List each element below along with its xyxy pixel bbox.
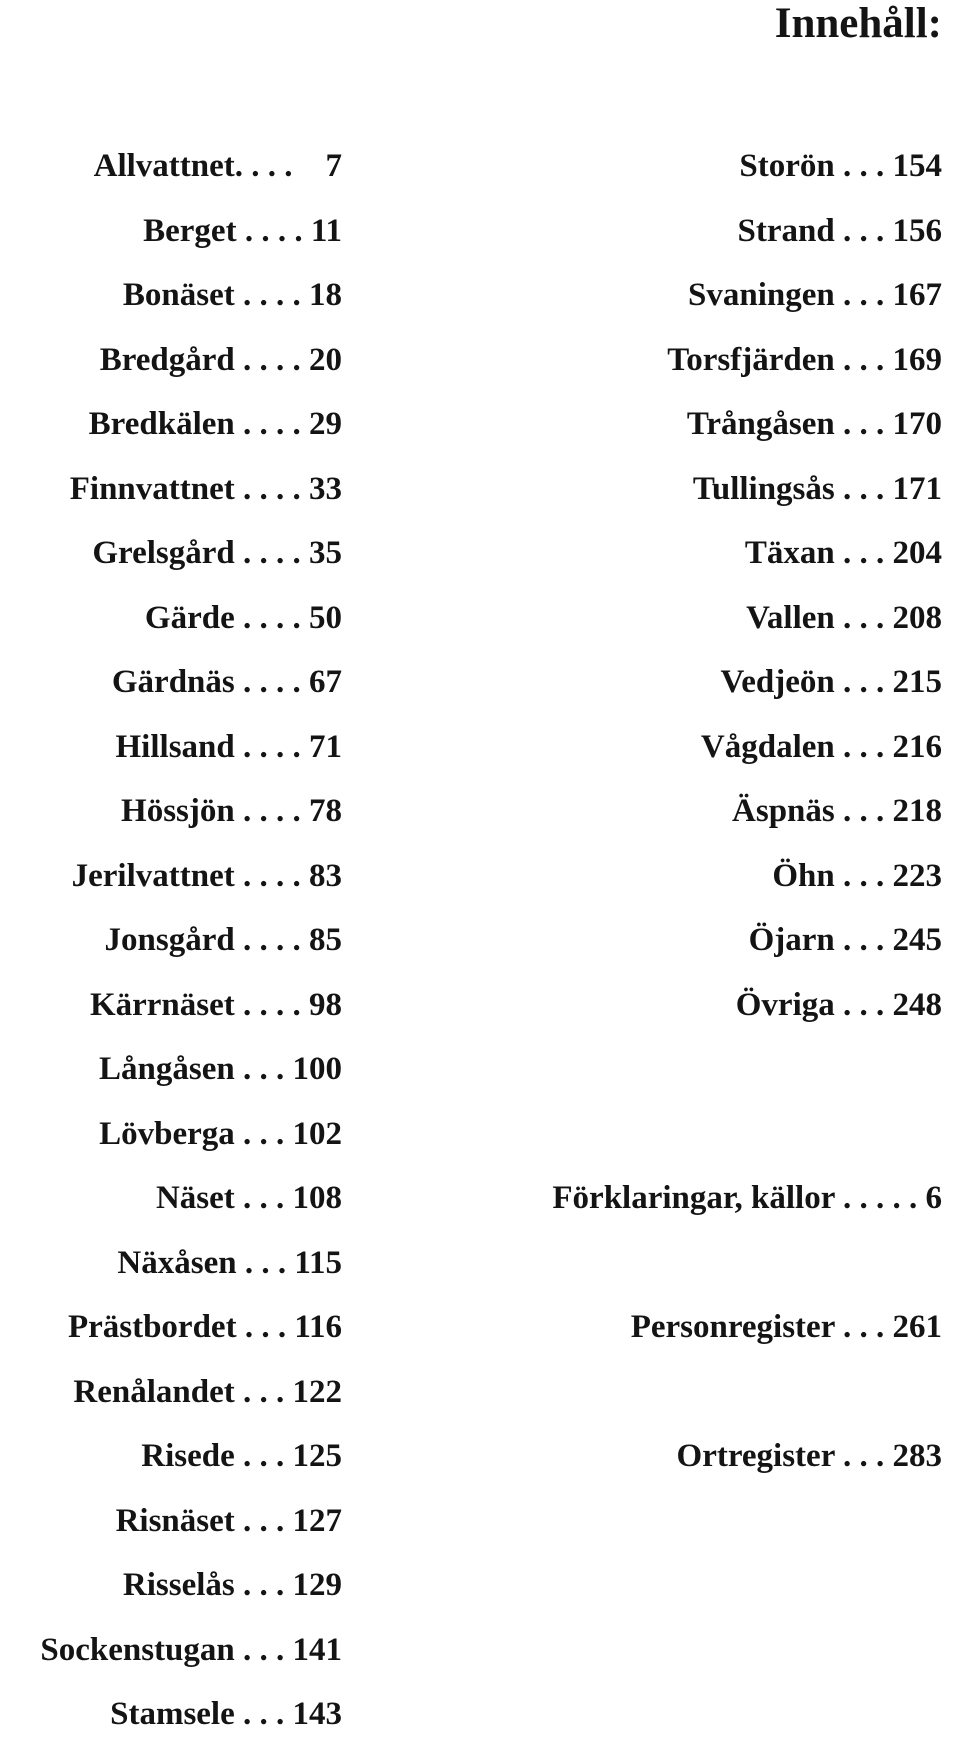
toc-entry: Näset . . . 108: [155, 1180, 342, 1216]
toc-spacer: [552, 1231, 942, 1296]
toc-entry: Näxåsen . . . 115: [117, 1244, 342, 1281]
toc-spacer: [552, 1360, 942, 1425]
toc-entry: Äspnäs . . . 218: [732, 793, 942, 829]
toc-entry: Grelsgård . . . . 35: [92, 535, 342, 571]
toc-left-column: [40, 134, 342, 1747]
page-title: Innehåll:: [774, 0, 942, 47]
toc-entry: Torsfjärden . . . 169: [667, 341, 942, 378]
toc-entry: Risede . . . 125: [141, 1438, 342, 1474]
toc-entry: Risselås . . . 129: [122, 1567, 342, 1603]
toc-entry: Gärde . . . . 50: [144, 599, 342, 636]
toc-entry: Sockenstugan . . . 141: [40, 1631, 342, 1668]
toc-entry: Allvattnet. . . . 7: [93, 148, 342, 184]
toc-entry: Lövberga . . . 102: [99, 1115, 342, 1152]
toc-entry: Tullingsås . . . 171: [692, 470, 942, 507]
toc-entry: Jerilvattnet . . . . 83: [71, 857, 342, 894]
toc-entry-place-index: Ortregister . . . 283: [676, 1438, 942, 1474]
toc-entry: Strand . . . 156: [737, 212, 942, 249]
toc-entry: Hillsand . . . . 71: [115, 728, 342, 765]
toc-entry: Täxan . . . 204: [744, 535, 942, 571]
toc-entry: Stamsele . . . 143: [110, 1696, 342, 1732]
toc-entry: Vedjeön . . . 215: [720, 664, 942, 700]
toc-entry: Bredgård . . . . 20: [99, 341, 342, 378]
toc-entry: Kärrnäset . . . . 98: [89, 986, 342, 1023]
toc-entry: Öjarn . . . 245: [748, 922, 942, 958]
toc-entry: Gärdnäs . . . . 67: [111, 664, 342, 700]
toc-entry: Öhn . . . 223: [772, 857, 942, 894]
toc-entry-person-index: Personregister . . . 261: [630, 1309, 942, 1345]
toc-entry: Svaningen . . . 167: [688, 277, 942, 313]
toc-entry: Vallen . . . 208: [746, 599, 942, 636]
toc-entry: Jonsgård . . . . 85: [104, 922, 342, 958]
toc-entry: Finnvattnet . . . . 33: [69, 470, 342, 507]
toc-entry: Bonäset . . . . 18: [122, 277, 342, 313]
toc-entry: Bredkälen . . . . 29: [88, 406, 342, 442]
toc-entry: Vågdalen . . . 216: [700, 728, 942, 765]
toc-entry: Storön . . . 154: [739, 148, 942, 184]
toc-entry: Hössjön . . . . 78: [121, 793, 342, 829]
toc-entry-explanations: Förklaringar, källor . . . . . 6: [552, 1180, 942, 1216]
toc-entry: Risnäset . . . 127: [115, 1502, 342, 1539]
toc-entry: Renålandet . . . 122: [73, 1373, 342, 1410]
toc-entry: Prästbordet . . . 116: [67, 1309, 342, 1345]
toc-entry: Trångåsen . . . 170: [686, 406, 942, 442]
toc-entry: Långåsen . . . 100: [99, 1051, 342, 1087]
toc-entry: Övriga . . . 248: [735, 986, 942, 1023]
toc-spacer: [552, 1037, 942, 1102]
toc-right-column: [552, 134, 942, 1489]
toc-spacer: [552, 1102, 942, 1167]
toc-entry: Berget . . . . 11: [143, 212, 342, 249]
